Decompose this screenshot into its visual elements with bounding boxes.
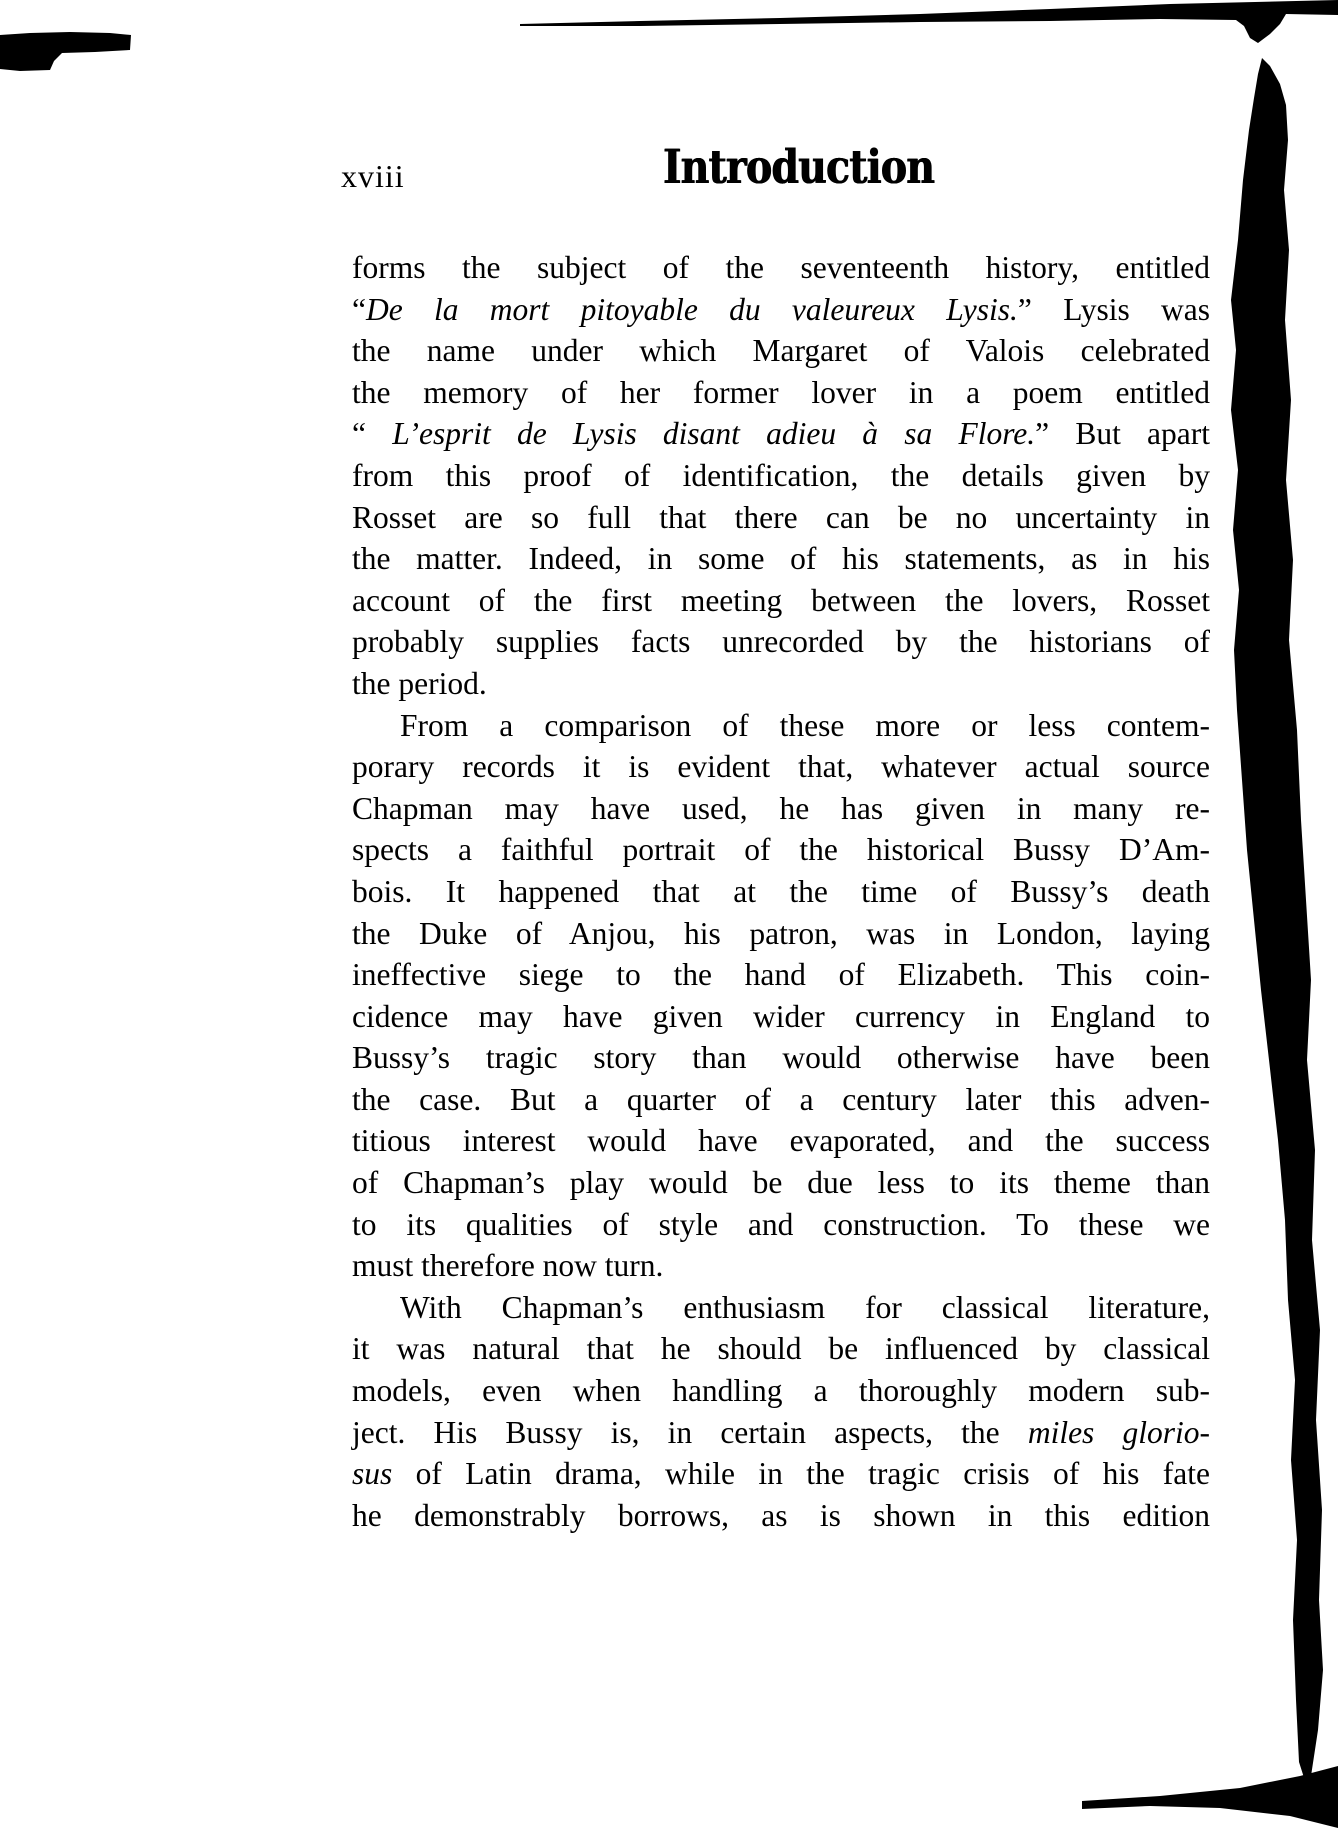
text-line <box>352 705 1210 747</box>
text-run: of Chapman’s play would be due less to its theme than <box>352 1165 1210 1201</box>
scan-rule-top-icon <box>520 0 1338 43</box>
page-number: xviii <box>341 158 405 194</box>
scan-gutter-shadow-right-icon <box>1231 58 1323 1784</box>
text-run: From a comparison of these more or less contem- <box>400 707 1210 743</box>
text-line <box>352 580 1210 622</box>
text-run: Rosset are so full that there can be no uncertainty in <box>352 499 1210 535</box>
text-run: the Duke of Anjou, his patron, was in London, laying <box>352 915 1210 951</box>
text-line <box>352 788 1210 830</box>
text-line <box>352 1287 1210 1329</box>
text-run: spects a faithful portrait of the historical Bussy D’Am- <box>352 832 1210 868</box>
text-line <box>352 455 1210 497</box>
text-line <box>352 1120 1210 1162</box>
text-line <box>352 372 1210 414</box>
text-line <box>352 1412 1210 1454</box>
text-run: titious interest would have evaporated, and the success <box>352 1123 1210 1159</box>
text-line <box>352 954 1210 996</box>
text-line <box>352 663 1210 705</box>
text-run: the memory of her former lover in a poem entitled <box>352 374 1210 410</box>
text-line <box>352 538 1210 580</box>
text-run: forms the subject of the seventeenth history, entitled <box>352 250 1210 285</box>
italic-text-run: L’esprit de Lysis disant adieu à sa Flore. <box>392 416 1036 452</box>
text-line <box>352 1037 1210 1079</box>
text-line <box>352 1370 1210 1412</box>
scan-smudge-top-left-icon <box>0 32 131 71</box>
text-line <box>352 1162 1210 1204</box>
text-run: bois. It happened that at the time of Bussy’s death <box>352 873 1210 909</box>
text-run: the case. But a quarter of a century later this adven- <box>352 1081 1210 1117</box>
italic-text-run: miles glorio- <box>1027 1414 1210 1450</box>
text-run: ” But apart <box>1035 416 1210 452</box>
text-line <box>352 330 1210 372</box>
text-line <box>352 1328 1210 1370</box>
text-run: he demonstrably borrows, as is shown in this edition <box>352 1497 1210 1533</box>
italic-text-run: sus <box>352 1456 393 1492</box>
text-run: ” Lysis was <box>1017 291 1210 327</box>
text-line <box>352 829 1210 871</box>
text-line <box>352 247 1210 289</box>
text-line <box>352 1453 1210 1495</box>
text-line <box>352 1245 1210 1287</box>
text-line <box>352 413 1210 455</box>
text-run: to its qualities of style and construction. To these we <box>352 1206 1210 1242</box>
text-run: With Chapman’s enthusiasm for classical literature, <box>400 1289 1210 1325</box>
page-body <box>352 247 1210 1536</box>
text-line <box>352 1204 1210 1246</box>
text-run: from this proof of identification, the details given by <box>352 457 1210 493</box>
text-run: Bussy’s tragic story than would otherwise have been <box>352 1040 1210 1076</box>
text-run: it was natural that he should be influenced by classical <box>352 1331 1210 1367</box>
text-run: ineffective siege to the hand of Elizabeth. This coin- <box>352 957 1210 993</box>
text-run: “ <box>352 416 393 452</box>
scan-shadow-bottom-right-icon <box>1082 1766 1338 1828</box>
text-line <box>352 871 1210 913</box>
text-line <box>352 289 1210 331</box>
text-line <box>352 746 1210 788</box>
text-line <box>352 497 1210 539</box>
italic-text-run: De la mort pitoyable du valeureux Lysis. <box>365 291 1018 327</box>
text-run: ject. His Bussy is, in certain aspects, the <box>352 1414 1028 1450</box>
text-run: the matter. Indeed, in some of his statements, as in his <box>352 541 1210 577</box>
text-run: cidence may have given wider currency in England to <box>352 998 1210 1034</box>
text-run: “ <box>352 291 366 327</box>
text-run: probably supplies facts unrecorded by the historians of <box>352 624 1210 660</box>
text-run: porary records it is evident that, whatever actual source <box>352 749 1210 785</box>
text-run: must therefore now turn. <box>352 1248 664 1284</box>
text-run: account of the first meeting between the lovers, Rosset <box>352 582 1210 618</box>
text-line <box>352 1495 1210 1537</box>
text-run: the name under which Margaret of Valois celebrated <box>352 333 1210 369</box>
text-line <box>352 913 1210 955</box>
text-run: Chapman may have used, he has given in many re- <box>352 790 1210 826</box>
page-title: Introduction <box>663 140 935 195</box>
text-line <box>352 996 1210 1038</box>
text-line <box>352 1079 1210 1121</box>
text-run: the period. <box>352 665 487 701</box>
text-run: models, even when handling a thoroughly modern sub- <box>352 1373 1210 1409</box>
text-line <box>352 621 1210 663</box>
text-run: of Latin drama, while in the tragic crisis of his fate <box>392 1456 1210 1492</box>
